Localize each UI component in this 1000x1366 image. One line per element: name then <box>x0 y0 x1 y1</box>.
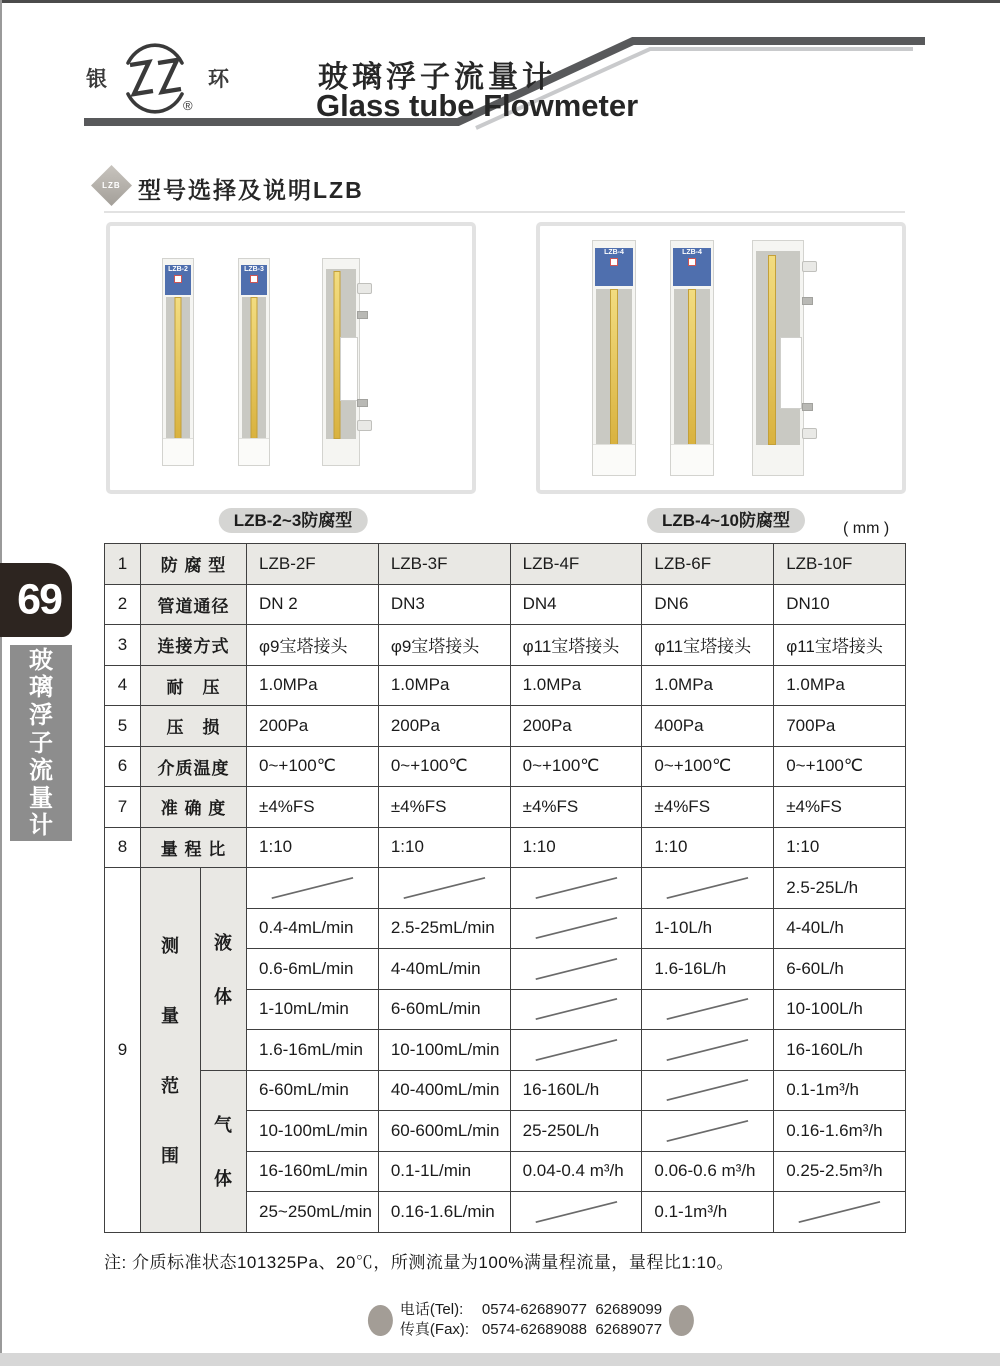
row-label: 压 损 <box>141 706 247 747</box>
flowmeter-nameplate <box>241 265 267 295</box>
range-value: 6-60mL/min <box>247 1070 379 1111</box>
spec-value: 0~+100℃ <box>510 746 642 787</box>
hose-barb <box>357 420 372 431</box>
footer-dot-icon <box>368 1305 393 1336</box>
flowmeter-photo <box>592 240 636 476</box>
range-value: 2.5-25mL/min <box>378 908 510 949</box>
row-number: 2 <box>105 584 141 625</box>
spec-value: 200Pa <box>378 706 510 747</box>
caption-lzb4-10: LZB-4~10防腐型 <box>647 508 805 533</box>
contact-lines <box>400 1300 662 1340</box>
spec-value: DN10 <box>774 584 906 625</box>
lzb-badge-icon <box>91 165 132 206</box>
flowmeter-photo-side <box>752 240 804 476</box>
row-label: 准 确 度 <box>141 787 247 828</box>
spec-value: 1:10 <box>247 827 379 868</box>
spec-value: φ11宝塔接头 <box>510 625 642 666</box>
spec-value: ±4%FS <box>510 787 642 828</box>
range-value: 10-100mL/min <box>378 1030 510 1071</box>
flowmeter-photo <box>238 258 270 466</box>
unit-note: ( mm ) <box>843 520 890 537</box>
range-value <box>510 868 642 909</box>
range-value <box>510 989 642 1030</box>
spec-value: 1.0MPa <box>774 665 906 706</box>
range-value: 1.6-16mL/min <box>247 1030 379 1071</box>
row-number: 3 <box>105 625 141 666</box>
meter-glass-tube <box>768 255 776 445</box>
spec-row-8 <box>105 827 906 868</box>
range-value: 16-160L/h <box>510 1070 642 1111</box>
range-value: 0.1-1m³/h <box>642 1192 774 1233</box>
range-value: 60-600mL/min <box>378 1111 510 1152</box>
vertical-label: 气 体 <box>214 1115 233 1189</box>
tel-label: 电话(Tel): <box>399 1301 464 1318</box>
range-value: 0.4-4mL/min <box>247 908 379 949</box>
spec-value: 1:10 <box>642 827 774 868</box>
flowmeter-nameplate <box>673 248 711 286</box>
row-label <box>141 868 201 1233</box>
brand-logo-icon <box>70 42 260 142</box>
row-label: 量 程 比 <box>141 827 247 868</box>
range-value <box>642 1111 774 1152</box>
screw-fitting <box>357 399 368 407</box>
spec-value: LZB-3F <box>378 544 510 585</box>
row-number: 9 <box>105 868 141 1233</box>
row-label: 管道通径 <box>141 584 247 625</box>
spec-value: φ11宝塔接头 <box>642 625 774 666</box>
footer-dot-icon <box>669 1305 694 1336</box>
row-number: 8 <box>105 827 141 868</box>
range-value <box>510 1192 642 1233</box>
row-label: 防 腐 型 <box>141 544 247 585</box>
spec-value: 1:10 <box>510 827 642 868</box>
nameplate-text: LZB-4 <box>682 249 702 256</box>
flowmeter-photo <box>670 240 714 476</box>
spec-value: LZB-6F <box>642 544 774 585</box>
screw-fitting <box>802 403 813 411</box>
meter-base <box>163 438 193 465</box>
sidebar-title-char: 璃 <box>29 674 53 702</box>
range-value: 0.6-6mL/min <box>247 949 379 990</box>
spec-value: 400Pa <box>642 706 774 747</box>
page-title-en: Glass tube Flowmeter <box>316 88 639 123</box>
spec-value: φ11宝塔接头 <box>774 625 906 666</box>
section-heading: 型号选择及说明LZB <box>138 177 364 203</box>
row-label: 耐 压 <box>141 665 247 706</box>
range-value: 2.5-25L/h <box>774 868 906 909</box>
range-value <box>642 1030 774 1071</box>
range-value: 0.1-1m³/h <box>774 1070 906 1111</box>
section-divider <box>104 211 905 213</box>
tel-numbers: 0574-62689077 62689099 <box>481 1301 663 1318</box>
range-value: 0.16-1.6L/min <box>378 1192 510 1233</box>
spec-value: DN3 <box>378 584 510 625</box>
range-value: 0.16-1.6m³/h <box>774 1111 906 1152</box>
spec-value: 1.0MPa <box>642 665 774 706</box>
spec-row-4 <box>105 665 906 706</box>
screw-fitting <box>357 311 368 319</box>
page-title-zh: 玻璃浮子流量计 <box>318 61 556 94</box>
vertical-label: 液 体 <box>214 932 233 1007</box>
range-value: 4-40L/h <box>774 908 906 949</box>
spec-row-5 <box>105 706 906 747</box>
spec-value: 1:10 <box>774 827 906 868</box>
meter-glass-tube <box>251 297 258 439</box>
range-value: 25~250mL/min <box>247 1192 379 1233</box>
spec-value: LZB-4F <box>510 544 642 585</box>
range-value <box>774 1192 906 1233</box>
footer-contacts <box>368 1300 694 1340</box>
meter-glass-tube <box>610 289 618 445</box>
range-value: 0.04-0.4 m³/h <box>510 1151 642 1192</box>
range-value: 1-10L/h <box>642 908 774 949</box>
spec-value: 0~+100℃ <box>247 746 379 787</box>
sidebar-title-char: 流 <box>29 757 53 785</box>
page-left-edge <box>0 0 2 1366</box>
registered-mark: ® <box>183 98 193 113</box>
spec-row-7 <box>105 787 906 828</box>
range-value: 1-10mL/min <box>247 989 379 1030</box>
range-value: 1.6-16L/h <box>642 949 774 990</box>
flowmeter-nameplate <box>165 265 191 295</box>
spec-value: 200Pa <box>247 706 379 747</box>
range-value: 10-100L/h <box>774 989 906 1030</box>
spec-table <box>104 543 906 1233</box>
range-value: 16-160mL/min <box>247 1151 379 1192</box>
page-bottom-edge <box>0 1353 1000 1366</box>
spec-value: ±4%FS <box>642 787 774 828</box>
range-value <box>510 908 642 949</box>
range-value: 4-40mL/min <box>378 949 510 990</box>
photo-panel-lzb2-3 <box>106 222 476 494</box>
range-value: 0.1-1L/min <box>378 1151 510 1192</box>
spec-value: 200Pa <box>510 706 642 747</box>
spec-value: LZB-10F <box>774 544 906 585</box>
spec-value: 0~+100℃ <box>378 746 510 787</box>
sidebar-section-title <box>10 645 72 841</box>
spec-value: ±4%FS <box>378 787 510 828</box>
logo-left-char: 银 <box>86 68 107 91</box>
spec-value: DN4 <box>510 584 642 625</box>
range-value: 6-60mL/min <box>378 989 510 1030</box>
hose-barb <box>802 428 817 439</box>
range-value <box>510 1030 642 1071</box>
fax-line <box>400 1320 662 1340</box>
range-value <box>510 949 642 990</box>
sidebar-title-char: 子 <box>29 729 53 757</box>
spec-row-6 <box>105 746 906 787</box>
spec-value: ±4%FS <box>247 787 379 828</box>
row-number: 6 <box>105 746 141 787</box>
range-value: 10-100mL/min <box>247 1111 379 1152</box>
lzb-badge-text: LZB <box>102 181 121 190</box>
page-number-tab <box>0 563 72 637</box>
sidebar-title-char: 计 <box>29 812 53 840</box>
fax-label: 传真(Fax): <box>399 1321 470 1338</box>
flowmeter-nameplate <box>595 248 633 286</box>
nameplate-text: LZB-3 <box>244 266 264 273</box>
spec-value: DN 2 <box>247 584 379 625</box>
logo-right-char: 环 <box>208 68 229 91</box>
vertical-label: 测 量 范 围 <box>161 935 180 1166</box>
meter-side-label <box>780 337 802 409</box>
fax-numbers: 0574-62689088 62689077 <box>481 1321 663 1338</box>
spec-value: φ9宝塔接头 <box>378 625 510 666</box>
screw-fitting <box>802 297 813 305</box>
group-label <box>201 868 247 1071</box>
row-number: 4 <box>105 665 141 706</box>
spec-value: 1.0MPa <box>510 665 642 706</box>
nameplate-text: LZB-4 <box>604 249 624 256</box>
row-number: 7 <box>105 787 141 828</box>
row-label: 连接方式 <box>141 625 247 666</box>
range-value: 25-250L/h <box>510 1111 642 1152</box>
row-number: 1 <box>105 544 141 585</box>
page-number: 69 <box>17 575 61 624</box>
range-value: 0.06-0.6 m³/h <box>642 1151 774 1192</box>
spec-value: DN6 <box>642 584 774 625</box>
spec-value: 700Pa <box>774 706 906 747</box>
tel-line <box>400 1300 662 1320</box>
spec-value: ±4%FS <box>774 787 906 828</box>
range-value: 16-160L/h <box>774 1030 906 1071</box>
meter-glass-tube <box>688 289 696 445</box>
range-value <box>378 868 510 909</box>
spec-row-3 <box>105 625 906 666</box>
range-row <box>105 1070 906 1111</box>
photo-panel-lzb4-10 <box>536 222 906 494</box>
row-number: 5 <box>105 706 141 747</box>
spec-value: 0~+100℃ <box>642 746 774 787</box>
flowmeter-photo <box>162 258 194 466</box>
range-value <box>642 989 774 1030</box>
group-label <box>201 1070 247 1232</box>
hose-barb <box>357 283 372 294</box>
range-value <box>642 868 774 909</box>
meter-side-label <box>340 337 358 401</box>
meter-base <box>239 438 269 465</box>
range-value <box>642 1070 774 1111</box>
spec-row-2 <box>105 584 906 625</box>
row-label: 介质温度 <box>141 746 247 787</box>
range-value <box>247 868 379 909</box>
spec-row-1 <box>105 544 906 585</box>
flowmeter-photo-side <box>322 258 360 466</box>
sidebar-title-char: 浮 <box>29 701 53 729</box>
meter-base <box>671 444 713 475</box>
spec-value: LZB-2F <box>247 544 379 585</box>
meter-base <box>593 444 635 475</box>
range-row <box>105 868 906 909</box>
nameplate-text: LZB-2 <box>168 266 188 273</box>
range-value: 0.25-2.5m³/h <box>774 1151 906 1192</box>
spec-value: φ9宝塔接头 <box>247 625 379 666</box>
spec-value: 0~+100℃ <box>774 746 906 787</box>
range-value: 6-60L/h <box>774 949 906 990</box>
spec-value: 1.0MPa <box>247 665 379 706</box>
hose-barb <box>802 261 817 272</box>
sidebar-title-char: 玻 <box>29 646 53 674</box>
caption-lzb2-3: LZB-2~3防腐型 <box>219 508 368 533</box>
range-value: 40-400mL/min <box>378 1070 510 1111</box>
spec-value: 1.0MPa <box>378 665 510 706</box>
meter-glass-tube <box>175 297 182 439</box>
footnote: 注: 介质标准状态101325Pa、20℃，所测流量为100%满量程流量，量程比1:10。 <box>104 1253 734 1272</box>
spec-table-body <box>105 544 906 1233</box>
sidebar-title-char: 量 <box>29 784 53 812</box>
spec-value: 1:10 <box>378 827 510 868</box>
